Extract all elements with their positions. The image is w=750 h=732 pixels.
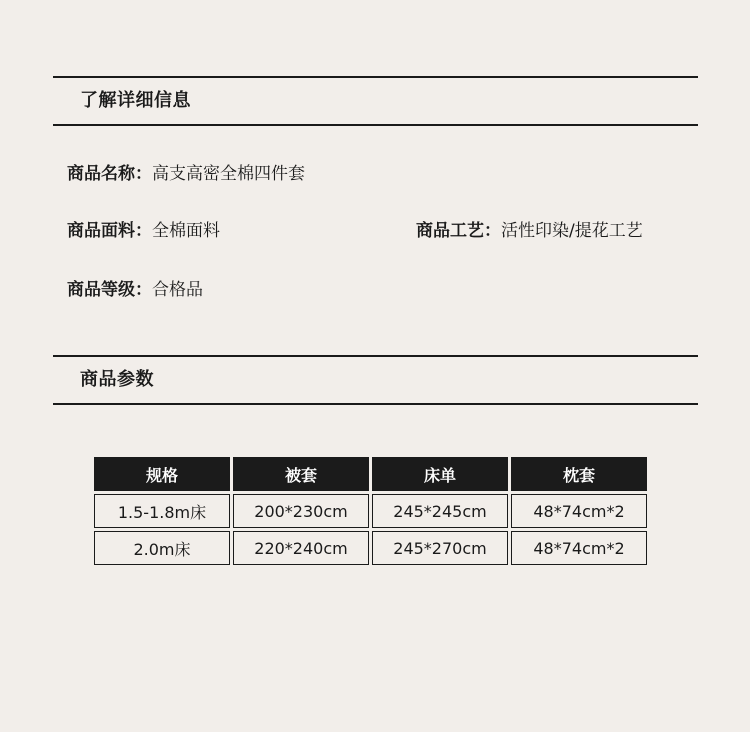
details-section-title: 了解详细信息 (80, 90, 191, 111)
table-row (94, 531, 647, 565)
table-cell: 48*74cm*2 (511, 494, 647, 528)
table-cell: 245*270cm (372, 531, 508, 565)
table-cell: 48*74cm*2 (511, 531, 647, 565)
product-craft-value: 活性印染/提花工艺 (501, 221, 643, 241)
details-section-header (53, 76, 698, 126)
table-cell: 200*230cm (233, 494, 369, 528)
product-name-row (67, 163, 305, 185)
header-cell-spec: 规格 (94, 457, 230, 491)
params-section-header (53, 355, 698, 405)
product-name-value: 高支高密全棉四件套 (152, 164, 305, 184)
table-cell: 245*245cm (372, 494, 508, 528)
product-grade-value: 合格品 (152, 280, 203, 300)
table-cell: 1.5-1.8m床 (94, 494, 230, 528)
product-fabric-label: 商品面料： (67, 221, 152, 241)
product-craft-row (416, 220, 643, 242)
product-name-label: 商品名称： (67, 164, 152, 184)
header-cell-duvet-cover: 被套 (233, 457, 369, 491)
product-grade-label: 商品等级： (67, 280, 152, 300)
table-row (94, 494, 647, 528)
table-cell: 220*240cm (233, 531, 369, 565)
header-cell-bed-sheet: 床单 (372, 457, 508, 491)
params-section-title: 商品参数 (80, 369, 154, 390)
product-fabric-row (67, 220, 220, 242)
product-grade-row (67, 279, 203, 301)
table-cell: 2.0m床 (94, 531, 230, 565)
product-fabric-value: 全棉面料 (152, 221, 220, 241)
size-params-table (91, 454, 650, 568)
header-cell-pillowcase: 枕套 (511, 457, 647, 491)
product-craft-label: 商品工艺： (416, 221, 501, 241)
table-header-row (94, 457, 647, 491)
